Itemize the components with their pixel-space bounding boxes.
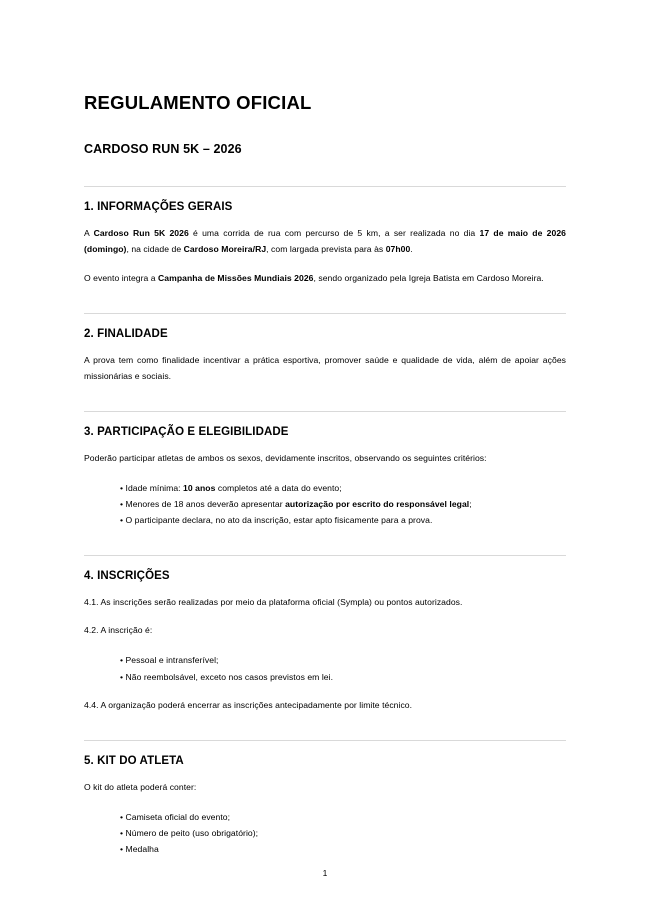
paragraph <box>84 271 566 287</box>
paragraph: A prova tem como finalidade incentivar a prática esportiva, promover saúde e qualidade de vida, além de apoiar ações missionárias e sociais. <box>84 354 566 381</box>
section-heading: 5. KIT DO ATLETA <box>84 754 184 767</box>
section-heading: 2. FINALIDADE <box>84 327 168 340</box>
section-heading: 1. INFORMAÇÕES GERAIS <box>84 201 233 214</box>
page-subtitle: CARDOSO RUN 5K – 2026 <box>84 142 242 157</box>
section-heading: 4. INSCRIÇÕES <box>84 569 170 582</box>
list-item <box>120 512 566 528</box>
text-run: , na cidade de <box>126 244 184 255</box>
paragraph: 4.4. A organização poderá encerrar as inscrições antecipadamente por limite técnico. <box>84 699 413 710</box>
text-run-bold: 10 anos <box>183 482 216 493</box>
text-run: Número de peito (uso obrigatório); <box>125 828 259 839</box>
section-divider <box>84 411 566 412</box>
text-run: , com largada prevista para às <box>266 244 386 255</box>
text-run: Menores de 18 anos deverão apresentar <box>125 498 286 509</box>
text-run: Idade mínima: <box>125 482 184 493</box>
list-item <box>120 825 566 841</box>
text-run: ; <box>469 498 472 509</box>
paragraph: O kit do atleta poderá conter: <box>84 781 197 792</box>
list-item <box>120 669 566 685</box>
section-divider <box>84 313 566 314</box>
section-divider <box>84 740 566 741</box>
text-run: é uma corrida de rua com percurso de 5 km, a ser realizada no dia <box>188 228 480 239</box>
bullet-list <box>84 809 566 858</box>
text-run-bold: 07h00 <box>385 244 411 255</box>
text-run: Medalha <box>125 844 159 855</box>
paragraph: Poderão participar atletas de ambos os sexos, devidamente inscritos, observando os seguintes critérios: <box>84 452 487 463</box>
text-run-bold: Cardoso Run 5K 2026 <box>93 228 189 239</box>
section-heading: 3. PARTICIPAÇÃO E ELEGIBILIDADE <box>84 425 289 438</box>
list-item <box>120 480 566 496</box>
section-divider <box>84 555 566 556</box>
page-number: 1 <box>322 868 328 878</box>
text-run-bold: Campanha de Missões Mundiais 2026 <box>158 272 314 283</box>
text-run: , sendo organizado pela Igreja Batista em Cardoso Moreira. <box>313 272 544 283</box>
text-run-bold: Cardoso Moreira/RJ <box>183 244 267 255</box>
text-run-bold: autorização por escrito do responsável legal <box>285 498 470 509</box>
text-run: O evento integra a <box>84 272 159 283</box>
section-participacao-elegibilidade <box>84 426 566 529</box>
text-run: O participante declara, no ato da inscrição, estar apto fisicamente para a prova. <box>125 515 433 526</box>
text-run: completos até a data do evento; <box>215 482 342 493</box>
list-item <box>120 496 566 512</box>
section-kit-do-atleta <box>84 755 566 858</box>
text-run: Pessoal e intransferível; <box>125 655 219 666</box>
text-run: . <box>410 244 413 255</box>
section-finalidade <box>84 328 566 385</box>
text-run-bold: 17 de maio de 2026 (domingo) <box>84 228 566 255</box>
paragraph: 4.1. As inscrições serão realizadas por meio da plataforma oficial (Sympla) ou pontos autorizados. <box>84 596 463 607</box>
section-informacoes-gerais <box>84 201 566 287</box>
list-item <box>120 809 566 825</box>
section-divider <box>84 186 566 187</box>
list-item <box>120 841 566 857</box>
bullet-list <box>84 652 566 685</box>
list-item <box>120 652 566 668</box>
page-title: REGULAMENTO OFICIAL <box>84 92 312 113</box>
bullet-list <box>84 480 566 529</box>
paragraph: 4.2. A inscrição é: <box>84 625 153 636</box>
text-run: Não reembolsável, exceto nos casos previstos em lei. <box>125 671 334 682</box>
paragraph <box>84 226 566 258</box>
text-run: Camiseta oficial do evento; <box>125 811 231 822</box>
section-inscricoes <box>84 570 566 714</box>
text-run: A <box>84 228 94 239</box>
